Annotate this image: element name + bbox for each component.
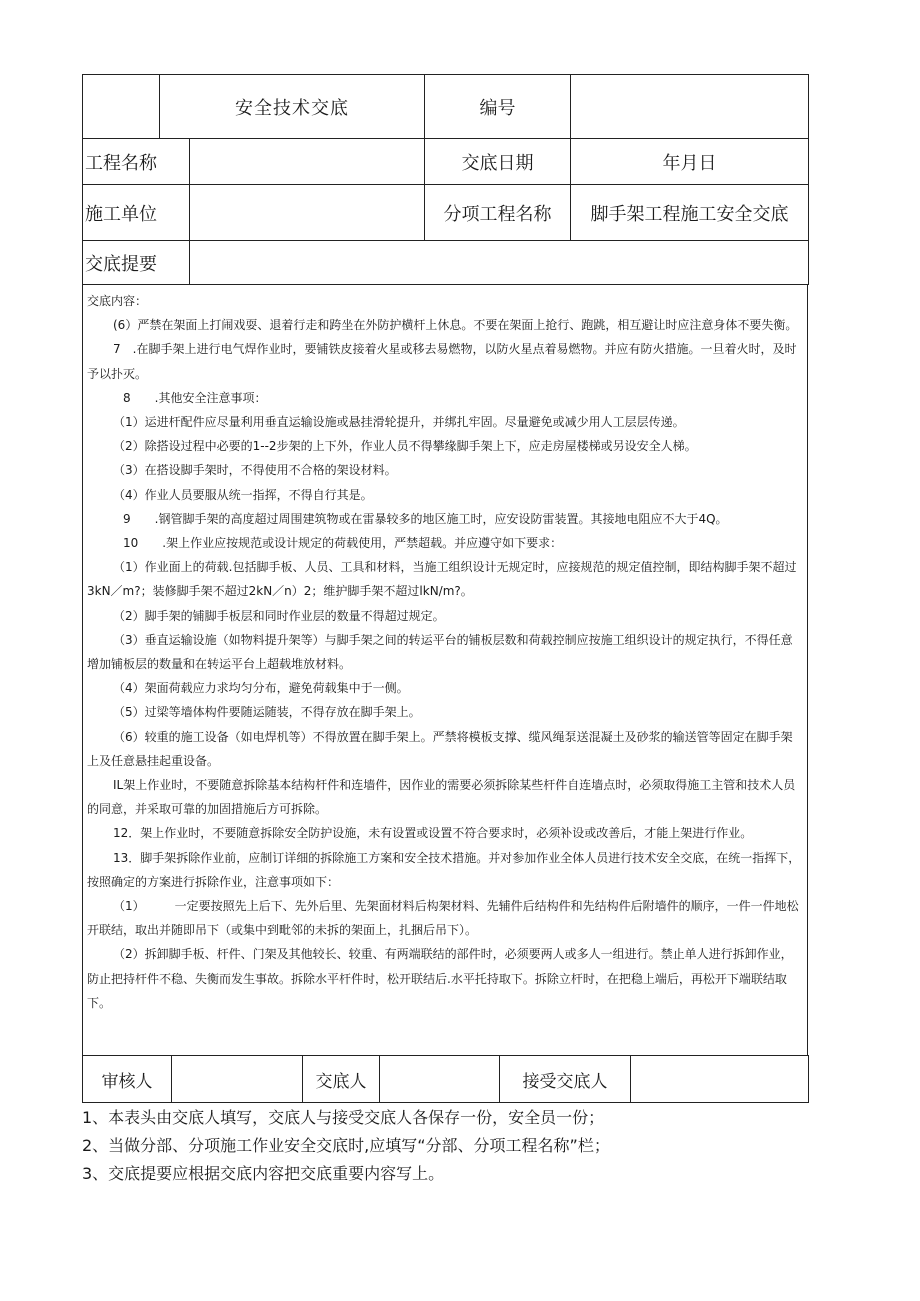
number-label: 编号 — [425, 75, 571, 139]
summary-value — [190, 241, 809, 285]
date-label: 交底日期 — [425, 139, 571, 185]
content-paragraph: 10 .架上作业应按规范或设计规定的荷载使用，严禁超载。并应遵守如下要求： — [123, 536, 563, 551]
date-value: 年月日 — [571, 139, 809, 185]
receiver-label: 接受交底人 — [500, 1056, 631, 1103]
unit-label: 施工单位 — [83, 185, 190, 241]
content-heading: 交底内容： — [87, 294, 148, 308]
disclosure-form — [82, 74, 808, 1103]
discloser-label: 交底人 — [303, 1056, 380, 1103]
summary-label: 交底提要 — [83, 241, 190, 285]
receiver-value — [631, 1056, 809, 1103]
content-paragraph: IL架上作业时，不要随意拆除基本结构杆件和连墙件，因作业的需要必须拆除某些杆件自连墙点时，必须取得施工主管和技术人员的同意，并采取可靠的加固措施后方可拆除。 — [87, 778, 796, 817]
content-paragraph: 9 .钢管脚手架的高度超过周围建筑物或在雷暴较多的地区施工时，应安设防雷装置。其接地电阻应不大于4Q。 — [123, 511, 728, 526]
content-paragraph: （1）作业面上的荷载.包括脚手板、人员、工具和材料，当施工组织设计无规定时，应接规范的规定值控制，即结构脚手架不超过3kN／m?；装修脚手架不超过2kN／n）2；维护脚手架不超过lkN/m?。 — [87, 560, 797, 599]
content-paragraph: 12．架上作业时，不要随意拆除安全防护设施，未有设置或设置不符合要求时，必须补设或改善后，才能上架进行作业。 — [113, 826, 753, 841]
content-paragraph: （2）拆卸脚手板、杆件、门架及其他较长、较重、有两端联结的部件时，必须要两人或多人一组进行。禁止单人进行拆卸作业，防止把持杆件不稳、失衡而发生事故。拆除水平杆件时，松开联结后.水平托持取下。拆除立杆时，在把稳上端后，再松开下端联结取下。 — [87, 947, 793, 1010]
content-paragraph: （5）过梁等墙体构件要随运随装，不得存放在脚手架上。 — [113, 705, 421, 720]
content-paragraph: （4）架面荷载应力求均匀分布，避免荷载集中于一侧。 — [113, 681, 409, 696]
content-paragraph: （1）运进杆配件应尽量利用垂直运输设施或悬挂滑轮提升，并绑扎牢固。尽量避免或减少用人工层层传递。 — [113, 415, 685, 430]
note-item: 1、本表头由交底人填写，交底人与接受交底人各保存一份，安全员一份； — [82, 1108, 605, 1127]
form-notes — [82, 1104, 610, 1188]
unit-value — [190, 185, 425, 241]
content-paragraph: 13．脚手架拆除作业前，应制订详细的拆除施工方案和安全技术措施。并对参加作业全体人员进行技术安全交底，在统一指挥下，按照确定的方案进行拆除作业，注意事项如下： — [87, 850, 801, 889]
project-name-label: 工程名称 — [83, 139, 190, 185]
project-name-value — [190, 139, 425, 185]
disclosure-content — [82, 285, 808, 1055]
content-paragraph: （3）在搭设脚手架时，不得使用不合格的架设材料。 — [113, 463, 397, 478]
content-paragraph: （4）作业人员要服从统一指挥，不得自行其是。 — [113, 487, 373, 502]
content-paragraph: (6）严禁在架面上打闹戏耍、退着行走和跨坐在外防护横杆上休息。不要在架面上抢行、跑跳，相互避让时应注意身体不要失衡。 — [113, 318, 798, 333]
number-value — [571, 75, 809, 139]
reviewer-label: 审核人 — [83, 1056, 172, 1103]
reviewer-value — [172, 1056, 303, 1103]
note-item: 3、交底提要应根据交底内容把交底重要内容写上。 — [82, 1164, 445, 1183]
form-title: 安全技术交底 — [160, 75, 425, 139]
subproject-value: 脚手架工程施工安全交底 — [571, 185, 809, 241]
content-paragraph: （6）较重的施工设备（如电焊机等）不得放置在脚手架上。严禁将模板支撑、缆风绳泵送混凝土及砂浆的输送管等固定在脚手架上及任意悬挂起重设备。 — [87, 729, 793, 768]
content-paragraph: （2）脚手架的铺脚手板层和同时作业层的数量不得超过规定。 — [113, 608, 445, 623]
subproject-label: 分项工程名称 — [425, 185, 571, 241]
content-paragraph: （3）垂直运输设施（如物料提升架等）与脚手架之间的转运平台的铺板层数和荷载控制应按施工组织设计的规定执行，不得任意增加铺板层的数量和在转运平台上超载堆放材料。 — [87, 632, 793, 672]
blank-cell — [83, 75, 160, 139]
note-item: 2、当做分部、分项施工作业安全交底时,应填写“分部、分项工程名称”栏； — [82, 1136, 610, 1155]
content-paragraph: （2）除搭设过程中必要的1--2步架的上下外，作业人员不得攀缘脚手架上下，应走房屋楼梯或另设安全人梯。 — [113, 439, 697, 454]
content-paragraph: 8 .其他安全注意事项： — [123, 390, 267, 405]
header-table — [82, 74, 809, 285]
content-paragraph: 7 .在脚手架上进行电气焊作业时，要铺铁皮接着火星或移去易燃物，以防火星点着易燃物。并应有防火措施。一旦着火时，及时予以扑灭。 — [87, 342, 797, 381]
content-paragraph: （1） 一定要按照先上后下、先外后里、先架面材料后构架材料、先辅件后结构件和先结构件后附墙件的顺序，一件一件地松开联结，取出并随即吊下（或集中到毗邻的未拆的架面上，扎捆后吊下）。 — [87, 899, 799, 938]
signature-table — [82, 1055, 809, 1103]
discloser-value — [380, 1056, 500, 1103]
